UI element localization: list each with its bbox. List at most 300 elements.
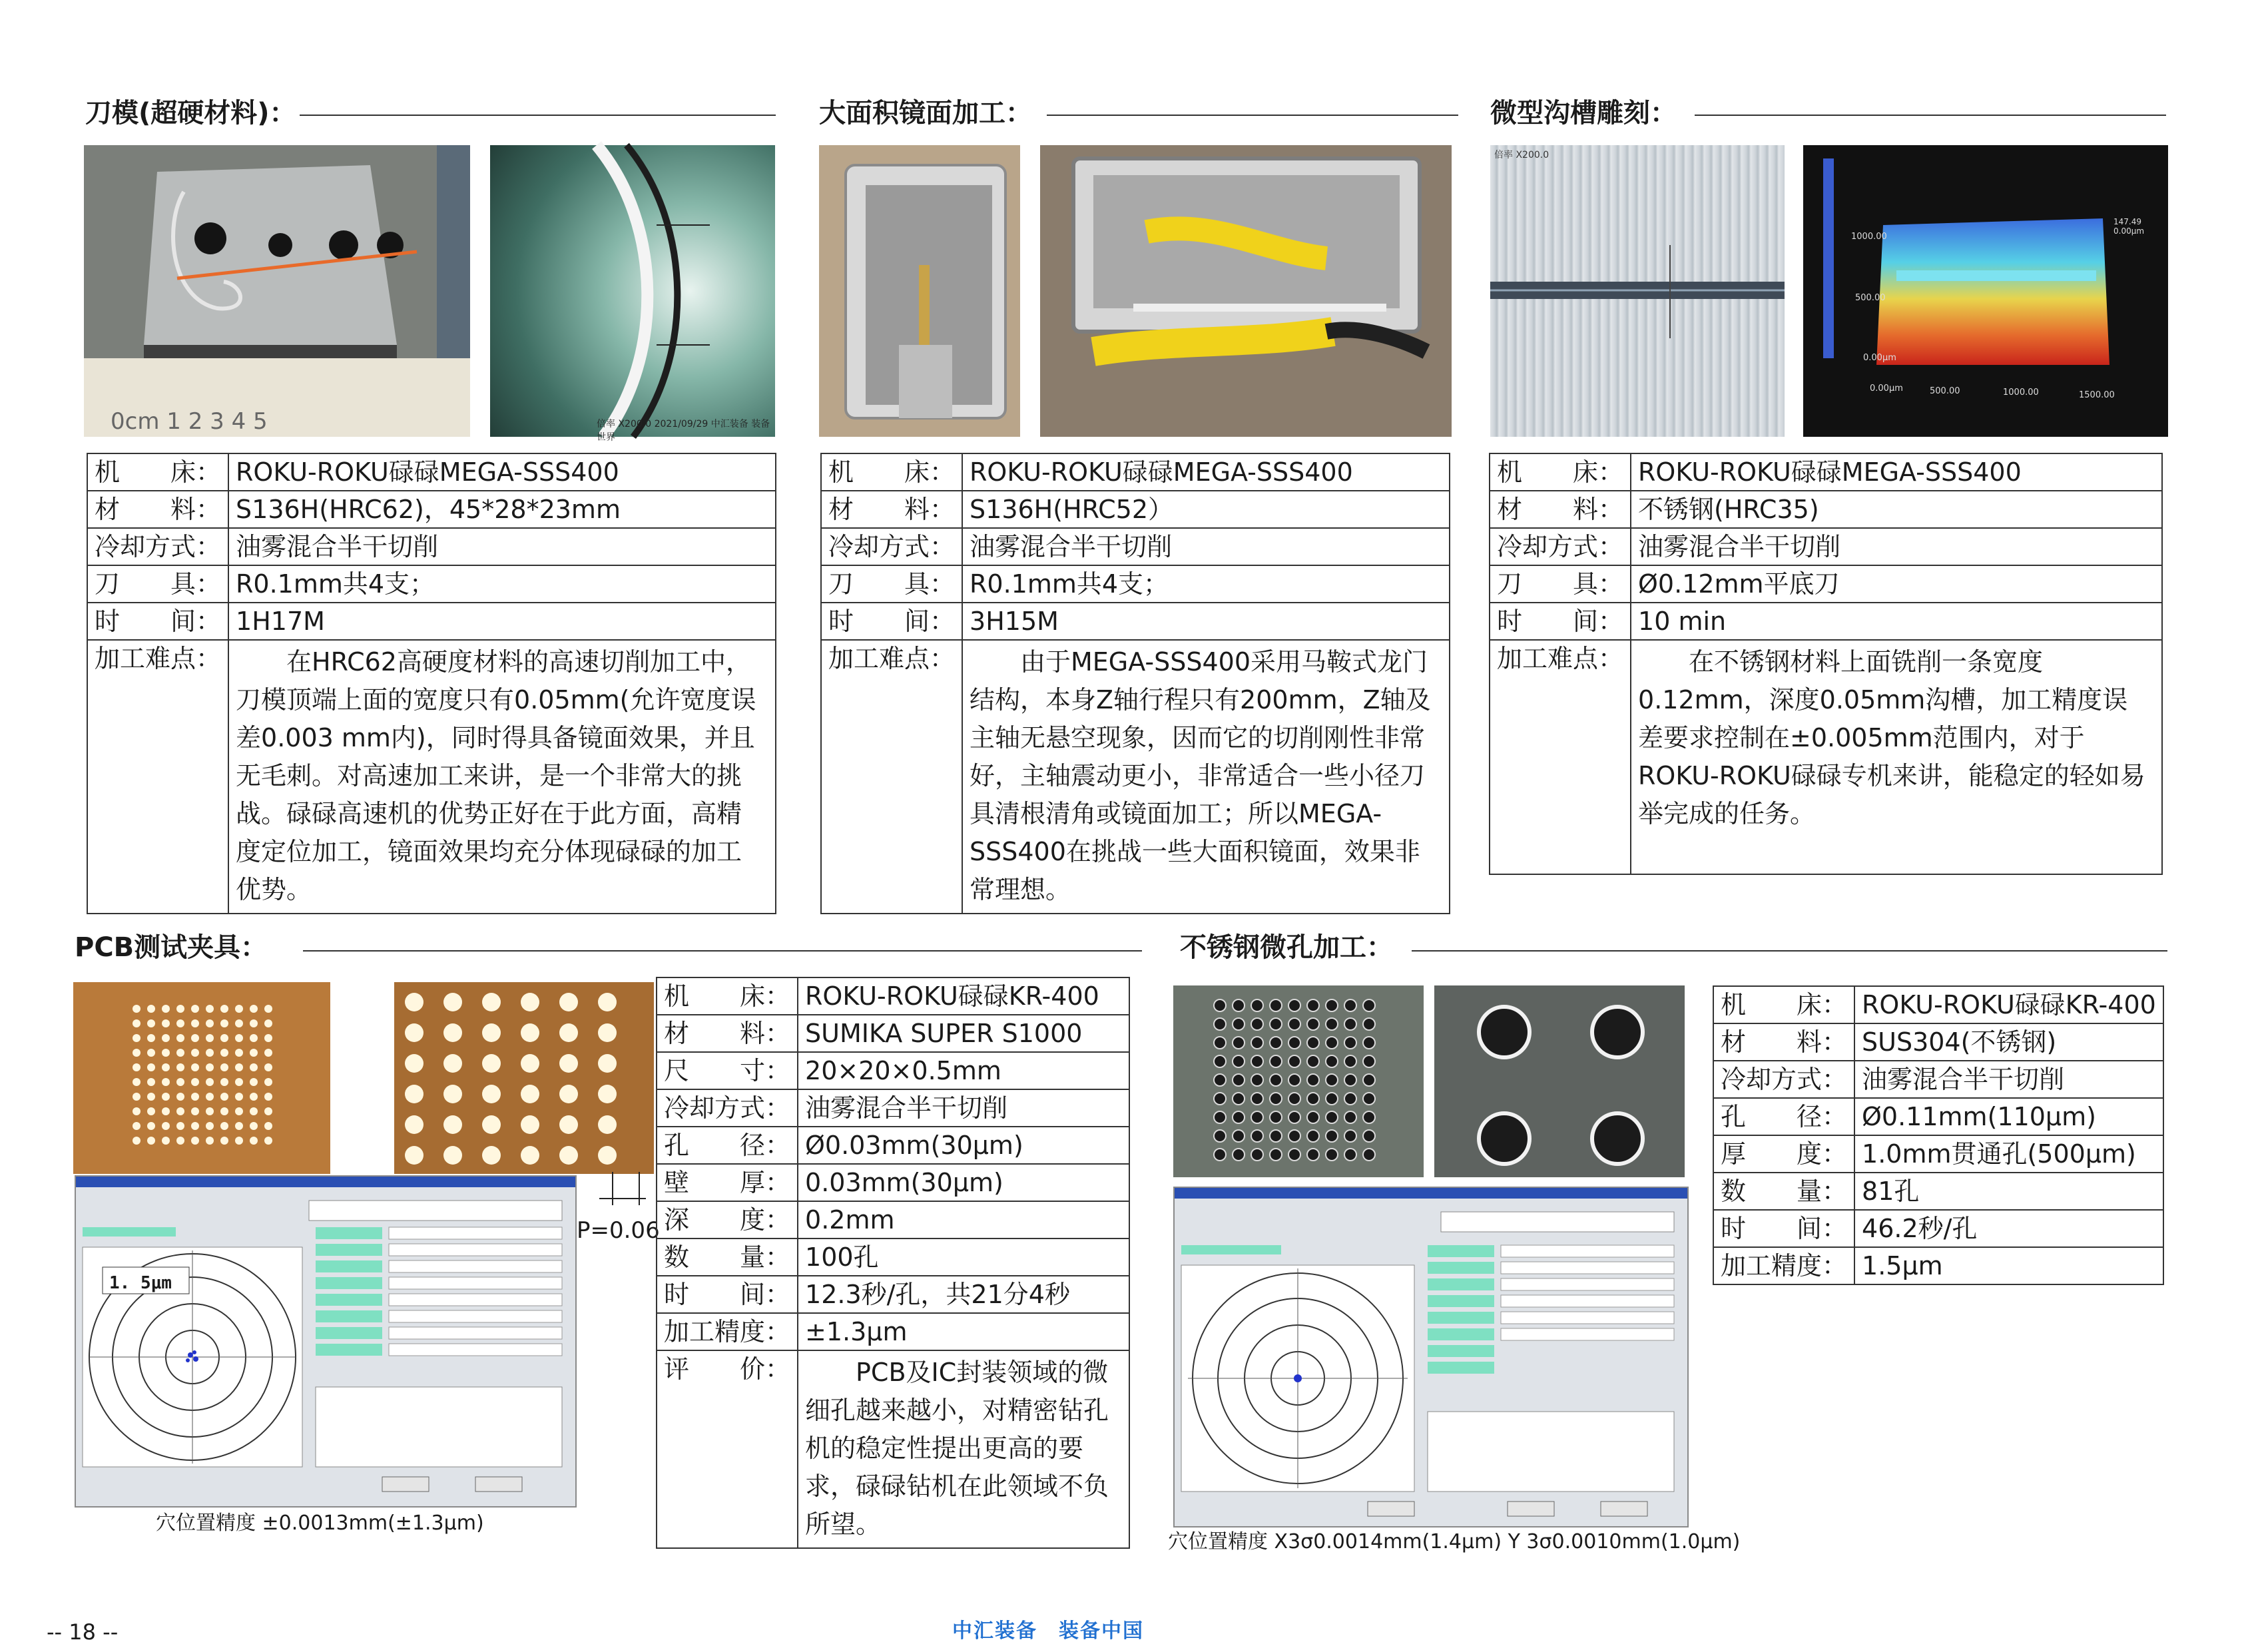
- row-value: 81孔: [1854, 1173, 2163, 1210]
- hole-dot: [559, 1085, 578, 1103]
- hole-dot: [1307, 1111, 1319, 1123]
- hole-dot: [1344, 1037, 1356, 1049]
- row-key: 尺 寸：: [657, 1052, 798, 1089]
- section-title-groove: 微型沟槽雕刻：: [1490, 98, 1677, 129]
- hole-dot: [176, 1122, 184, 1130]
- hole-dot: [1326, 1149, 1338, 1161]
- hole-dot: [1288, 1055, 1300, 1067]
- row-value: 油雾混合半干切削: [962, 528, 1450, 565]
- hole-dot: [1307, 1149, 1319, 1161]
- hole-dot: [250, 1019, 258, 1027]
- pitch-note: P=0.06: [577, 1217, 660, 1244]
- row-key: 机 床：: [657, 977, 798, 1015]
- hole-dot: [206, 1005, 214, 1013]
- hole-dot: [147, 1019, 155, 1027]
- row-value: 油雾混合半干切削: [1854, 1061, 2163, 1098]
- hole-dot: [1307, 1018, 1319, 1030]
- hole-dot: [147, 1034, 155, 1042]
- hole-dot: [191, 1137, 199, 1145]
- hole-dot: [1326, 1130, 1338, 1142]
- hole-dot: [598, 1085, 617, 1103]
- hole-dot: [1270, 1018, 1282, 1030]
- hole-dot: [1270, 1130, 1282, 1142]
- row-key: 孔 径：: [1713, 1098, 1854, 1135]
- row-value: R0.1mm共4支；: [228, 565, 776, 603]
- hole-dot: [482, 1115, 501, 1134]
- hole-dot: [1233, 999, 1245, 1011]
- hole-dot: [1307, 999, 1319, 1011]
- hole-dot: [1270, 1037, 1282, 1049]
- pcb-caption: 穴位置精度 ±0.0013mm(±1.3μm): [156, 1512, 484, 1535]
- mirror-part-photo: [819, 145, 1020, 437]
- mirror-box-photo: [1040, 145, 1452, 437]
- hole-dot: [405, 1085, 423, 1103]
- spec-table-die: [87, 453, 776, 914]
- hole-dot: [264, 1019, 272, 1027]
- hole-dot: [191, 1078, 199, 1086]
- hole-dot: [521, 1054, 539, 1073]
- hole-dot: [235, 1078, 243, 1086]
- hole-dot: [264, 1049, 272, 1057]
- pcb-hole-array-photo: [73, 982, 330, 1174]
- hole-dot: [405, 1054, 423, 1073]
- groove-profile-heatmap: [1803, 145, 2168, 437]
- hole-dot: [1344, 1093, 1356, 1105]
- brand-slogan: 中汇装备 装备中国: [952, 1619, 1144, 1643]
- hole-dot: [133, 1137, 140, 1145]
- hole-dot: [1326, 999, 1338, 1011]
- hole-dot: [1233, 1130, 1245, 1142]
- heatmap-tick: 1000.00: [1851, 232, 1887, 242]
- pcb-measurement-software-window: [75, 1175, 577, 1508]
- hole-dot: [176, 1034, 184, 1042]
- hole-dot: [1270, 1111, 1282, 1123]
- row-key: 机 床：: [1490, 453, 1631, 491]
- hole-dot: [1307, 1074, 1319, 1086]
- hole-dot: [220, 1049, 228, 1057]
- hole-dot: [1233, 1055, 1245, 1067]
- hole-dot: [1307, 1093, 1319, 1105]
- heatmap-tick: 147.49: [2113, 217, 2141, 226]
- row-value: 20×20×0.5mm: [798, 1052, 1129, 1089]
- hole-dot: [1251, 999, 1263, 1011]
- hole-dot: [147, 1107, 155, 1115]
- hole-dot: [1344, 1130, 1356, 1142]
- hole-dot: [250, 1078, 258, 1086]
- hole-dot: [598, 1023, 617, 1042]
- hole-dot: [162, 1049, 170, 1057]
- hole-dot: [1270, 1055, 1282, 1067]
- row-key: 加工精度：: [1713, 1247, 1854, 1284]
- row-value: 12.3秒/孔，共21分4秒: [798, 1276, 1129, 1313]
- hole-dot: [250, 1137, 258, 1145]
- hole-dot: [147, 1093, 155, 1101]
- hole-dot: [235, 1093, 243, 1101]
- hole-dot: [162, 1078, 170, 1086]
- hole-dot: [206, 1107, 214, 1115]
- hole-dot: [264, 1093, 272, 1101]
- hole-dot: [1251, 1149, 1263, 1161]
- hole-dot: [521, 1146, 539, 1165]
- hole-dot: [1344, 1018, 1356, 1030]
- difficulty-label: 加工难点：: [1490, 640, 1631, 874]
- die-workpiece-photo: [84, 145, 470, 437]
- row-key: 冷却方式：: [1713, 1061, 1854, 1098]
- hole-dot: [443, 1085, 462, 1103]
- hole-dot: [250, 1122, 258, 1130]
- row-key: 机 床：: [87, 453, 228, 491]
- hole-dot: [264, 1137, 272, 1145]
- hole-dot: [220, 1078, 228, 1086]
- hole-dot: [1251, 1074, 1263, 1086]
- hole-dot: [1288, 1130, 1300, 1142]
- hole-dot: [1344, 1074, 1356, 1086]
- steel-measurement-software-window: [1173, 1187, 1689, 1527]
- hole-dot: [1363, 1018, 1375, 1030]
- hole-dot: [176, 1107, 184, 1115]
- hole-dot: [235, 1063, 243, 1071]
- hole-dot: [1251, 1130, 1263, 1142]
- row-value: 46.2秒/孔: [1854, 1210, 2163, 1247]
- hole-dot: [1233, 1037, 1245, 1049]
- hole-dot: [482, 1146, 501, 1165]
- window-titlebar: [1175, 1188, 1687, 1199]
- row-key: 时 间：: [821, 603, 962, 640]
- section-title-die: 刀模(超硬材料)：: [85, 98, 296, 129]
- hole-dot: [1270, 999, 1282, 1011]
- hole-dot: [1214, 1018, 1226, 1030]
- hole-dot: [1363, 1149, 1375, 1161]
- heatmap-tick: 500.00: [1930, 386, 1960, 396]
- hole-dot: [191, 1049, 199, 1057]
- difficulty-text: 在不锈钢材料上面铣削一条宽度0.12mm，深度0.05mm沟槽，加工精度误差要求控制在±0.005mm范围内，对于ROKU-ROKU碌碌专机来讲，能稳定的轻如易举完成的任务。: [1631, 640, 2162, 874]
- die-microscope-photo: [490, 145, 775, 443]
- hole-dot: [1288, 1093, 1300, 1105]
- title-rule: [303, 950, 1142, 952]
- hole-dot: [559, 993, 578, 1011]
- hole-dot: [1214, 1093, 1226, 1105]
- row-key: 材 料：: [1490, 491, 1631, 528]
- row-key: 时 间：: [87, 603, 228, 640]
- hole-dot: [443, 1054, 462, 1073]
- title-rule: [1412, 950, 2167, 952]
- row-value: S136H(HRC62)，45*28*23mm: [228, 491, 776, 528]
- row-value: ROKU-ROKU碌碌MEGA-SSS400: [962, 453, 1450, 491]
- hole-dot: [191, 1107, 199, 1115]
- heatmap-tick: 500.00: [1855, 293, 1886, 303]
- row-value: 0.03mm(30μm): [798, 1164, 1129, 1201]
- hole-dot: [250, 1063, 258, 1071]
- row-value: 0.2mm: [798, 1201, 1129, 1239]
- hole-dot: [559, 1115, 578, 1134]
- hole-dot: [206, 1049, 214, 1057]
- difficulty-label: 加工难点：: [821, 640, 962, 914]
- hole-dot: [176, 1005, 184, 1013]
- hole-dot: [147, 1005, 155, 1013]
- hole-dot: [405, 1115, 423, 1134]
- row-key: 刀 具：: [1490, 565, 1631, 603]
- hole-dot: [235, 1137, 243, 1145]
- hole-dot: [162, 1034, 170, 1042]
- hole-dot: [443, 993, 462, 1011]
- hole-dot: [206, 1078, 214, 1086]
- hole-dot: [405, 993, 423, 1011]
- hole-dot: [235, 1019, 243, 1027]
- hole-dot: [1363, 1055, 1375, 1067]
- title-rule: [1695, 115, 2166, 116]
- spec-table-mirror: [820, 453, 1450, 914]
- row-value: ROKU-ROKU碌碌MEGA-SSS400: [228, 453, 776, 491]
- hole-dot: [1344, 1111, 1356, 1123]
- section-title-mirror: 大面积镜面加工：: [819, 98, 1032, 129]
- hole-dot: [162, 1122, 170, 1130]
- hole-dot: [220, 1107, 228, 1115]
- hole-dot: [1363, 1074, 1375, 1086]
- row-value: ±1.3μm: [798, 1313, 1129, 1350]
- difficulty-text: 由于MEGA-SSS400采用马鞍式龙门结构，本身Z轴行程只有200mm，Z轴及主轴无悬空现象，因而它的切削刚性非常好，主轴震动更小，非常适合一些小径刀具清根清角或镜面加工；所以MEGA-SSS400在挑战一些大面积镜面，效果非常理想。: [962, 640, 1450, 914]
- hole-dot: [191, 1063, 199, 1071]
- hole-dot: [133, 1063, 140, 1071]
- hole-dot: [147, 1063, 155, 1071]
- hole-dot: [133, 1122, 140, 1130]
- hole-dot: [1214, 1055, 1226, 1067]
- hole-dot: [1307, 1037, 1319, 1049]
- hole-dot: [162, 1019, 170, 1027]
- heatmap-tick: 1000.00: [2003, 388, 2039, 398]
- hole-dot: [220, 1005, 228, 1013]
- spec-table-steel: [1713, 985, 2164, 1285]
- hole-dot: [1363, 1130, 1375, 1142]
- row-value: 油雾混合半干切削: [228, 528, 776, 565]
- heatmap-tick: 0.00μm: [2113, 226, 2145, 236]
- hole-dot: [1288, 999, 1300, 1011]
- plot-scale-label: 1. 5μm: [109, 1273, 172, 1293]
- hole-dot: [1233, 1074, 1245, 1086]
- row-key: 孔 径：: [657, 1127, 798, 1164]
- hole-dot: [1307, 1130, 1319, 1142]
- hole-dot: [147, 1122, 155, 1130]
- hole-dot: [1214, 1149, 1226, 1161]
- groove-microscope-photo: [1490, 145, 1785, 437]
- hole-dot: [1307, 1055, 1319, 1067]
- hole-dot: [133, 1049, 140, 1057]
- row-value: SUS304(不锈钢): [1854, 1023, 2163, 1061]
- row-value: ROKU-ROKU碌碌KR-400: [1854, 986, 2163, 1023]
- hole-dot: [443, 1115, 462, 1134]
- pitch-dimension-lines: [586, 1172, 646, 1212]
- hole-dot: [405, 1023, 423, 1042]
- hole-dot: [206, 1034, 214, 1042]
- hole-dot: [191, 1005, 199, 1013]
- hole-dot: [220, 1034, 228, 1042]
- hole-dot: [1251, 1018, 1263, 1030]
- row-key: 壁 厚：: [657, 1164, 798, 1201]
- hole-dot: [220, 1019, 228, 1027]
- hole-dot: [1233, 1018, 1245, 1030]
- title-rule: [1047, 115, 1458, 116]
- row-key: 刀 具：: [821, 565, 962, 603]
- hole-dot: [206, 1093, 214, 1101]
- hole-dot: [162, 1063, 170, 1071]
- hole-dot: [220, 1122, 228, 1130]
- hole-dot: [250, 1005, 258, 1013]
- hole-dot: [1251, 1111, 1263, 1123]
- hole-dot: [1363, 1111, 1375, 1123]
- hole-dot: [133, 1093, 140, 1101]
- hole-dot: [1326, 1093, 1338, 1105]
- row-value: ROKU-ROKU碌碌MEGA-SSS400: [1631, 453, 2162, 491]
- hole-dot: [405, 1146, 423, 1165]
- hole-dot: [235, 1005, 243, 1013]
- row-value: S136H(HRC52）: [962, 491, 1450, 528]
- hole-dot: [235, 1122, 243, 1130]
- hole-dot: [133, 1019, 140, 1027]
- hole-dot: [1326, 1018, 1338, 1030]
- row-key: 数 量：: [1713, 1173, 1854, 1210]
- heatmap-tick: 1500.00: [2079, 390, 2115, 400]
- hole-dot: [220, 1093, 228, 1101]
- hole-dot: [482, 1085, 501, 1103]
- hole-dot: [598, 1054, 617, 1073]
- hole-dot: [133, 1034, 140, 1042]
- hole-dot: [264, 1005, 272, 1013]
- hole-dot: [264, 1063, 272, 1071]
- spec-table-groove: [1489, 453, 2163, 875]
- hole-dot: [1251, 1037, 1263, 1049]
- hole-dot: [133, 1005, 140, 1013]
- hole-dot: [264, 1107, 272, 1115]
- groove-stamp: 倍率 X200.0: [1494, 150, 1549, 160]
- hole-dot: [191, 1122, 199, 1130]
- hole-dot: [250, 1093, 258, 1101]
- row-key: 冷却方式：: [821, 528, 962, 565]
- heatmap-tick: 0.00μm: [1863, 353, 1896, 363]
- hole-dot: [147, 1137, 155, 1145]
- hole-dot: [235, 1034, 243, 1042]
- hole-dot: [1326, 1055, 1338, 1067]
- section-title-steel: 不锈钢微孔加工：: [1180, 932, 1393, 963]
- row-value: 油雾混合半干切削: [1631, 528, 2162, 565]
- hole-dot: [1233, 1149, 1245, 1161]
- hole-dot: [559, 1146, 578, 1165]
- hole-dot: [1214, 1111, 1226, 1123]
- row-key: 深 度：: [657, 1201, 798, 1239]
- row-key: 机 床：: [821, 453, 962, 491]
- heatmap-tick: 0.00μm: [1870, 384, 1903, 394]
- row-value: ROKU-ROKU碌碌KR-400: [798, 977, 1129, 1015]
- difficulty-label: 加工难点：: [87, 640, 228, 914]
- hole-dot: [443, 1146, 462, 1165]
- row-value: SUMIKA SUPER S1000: [798, 1015, 1129, 1052]
- hole-dot: [220, 1137, 228, 1145]
- hole-dot: [206, 1063, 214, 1071]
- hole-dot: [559, 1023, 578, 1042]
- hole-dot: [176, 1093, 184, 1101]
- hole-dot: [1363, 1093, 1375, 1105]
- row-key: 时 间：: [657, 1276, 798, 1313]
- hole-dot: [443, 1023, 462, 1042]
- row-key: 材 料：: [87, 491, 228, 528]
- hole-dot: [250, 1034, 258, 1042]
- row-value: 3H15M: [962, 603, 1450, 640]
- row-key: 数 量：: [657, 1239, 798, 1276]
- hole-dot: [1326, 1037, 1338, 1049]
- hole-dot: [1363, 999, 1375, 1011]
- hole-dot: [250, 1107, 258, 1115]
- hole-dot: [220, 1063, 228, 1071]
- row-key: 时 间：: [1713, 1210, 1854, 1247]
- spec-table-pcb: [656, 977, 1130, 1549]
- hole-dot: [235, 1049, 243, 1057]
- hole-dot: [598, 1115, 617, 1134]
- hole-dot: [1344, 1055, 1356, 1067]
- hole-dot: [521, 1023, 539, 1042]
- hole-dot: [250, 1049, 258, 1057]
- hole-dot: [206, 1122, 214, 1130]
- row-value: Ø0.12mm平底刀: [1631, 565, 2162, 603]
- row-key: 冷却方式：: [87, 528, 228, 565]
- pcb-hole-closeup-photo: [394, 982, 654, 1174]
- hole-dot: [482, 993, 501, 1011]
- hole-dot: [176, 1137, 184, 1145]
- hole-dot: [1214, 999, 1226, 1011]
- row-value: 100孔: [798, 1239, 1129, 1276]
- hole-dot: [176, 1049, 184, 1057]
- hole-dot: [1363, 1037, 1375, 1049]
- row-value: Ø0.11mm(110μm): [1854, 1098, 2163, 1135]
- hole-dot: [598, 1146, 617, 1165]
- row-key: 刀 具：: [87, 565, 228, 603]
- hole-dot: [235, 1107, 243, 1115]
- hole-dot: [162, 1107, 170, 1115]
- page-number: -- 18 --: [47, 1619, 119, 1645]
- section-title-pcb: PCB测试夹具：: [75, 932, 268, 963]
- hole-dot: [1270, 1074, 1282, 1086]
- steel-caption: 穴位置精度 X3σ0.0014mm(1.4μm) Y 3σ0.0010mm(1.0μm): [1168, 1530, 1741, 1553]
- hole-dot: [1214, 1130, 1226, 1142]
- hole-dot: [482, 1054, 501, 1073]
- row-key: 冷却方式：: [1490, 528, 1631, 565]
- ruler-scale-text: 0cm 1 2 3 4 5: [111, 408, 268, 435]
- hole-dot: [191, 1019, 199, 1027]
- hole-dot: [1326, 1074, 1338, 1086]
- evaluation-label: 评 价：: [657, 1350, 798, 1548]
- row-key: 材 料：: [821, 491, 962, 528]
- hole-dot: [1344, 1149, 1356, 1161]
- row-key: 冷却方式：: [657, 1089, 798, 1127]
- hole-dot: [1251, 1093, 1263, 1105]
- hole-dot: [206, 1137, 214, 1145]
- hole-dot: [1288, 1074, 1300, 1086]
- hole-dot: [1288, 1149, 1300, 1161]
- hole-dot: [162, 1137, 170, 1145]
- row-key: 材 料：: [1713, 1023, 1854, 1061]
- row-value: 1.0mm贯通孔(500μm): [1854, 1135, 2163, 1173]
- hole-dot: [521, 993, 539, 1011]
- hole-dot: [1326, 1111, 1338, 1123]
- row-value: Ø0.03mm(30μm): [798, 1127, 1129, 1164]
- hole-dot: [162, 1005, 170, 1013]
- row-value: 不锈钢(HRC35): [1631, 491, 2162, 528]
- hole-dot: [191, 1093, 199, 1101]
- row-key: 机 床：: [1713, 986, 1854, 1023]
- row-value: 1.5μm: [1854, 1247, 2163, 1284]
- hole-dot: [559, 1054, 578, 1073]
- hole-dot: [1288, 1018, 1300, 1030]
- row-value: 1H17M: [228, 603, 776, 640]
- hole-dot: [1214, 1074, 1226, 1086]
- row-key: 加工精度：: [657, 1313, 798, 1350]
